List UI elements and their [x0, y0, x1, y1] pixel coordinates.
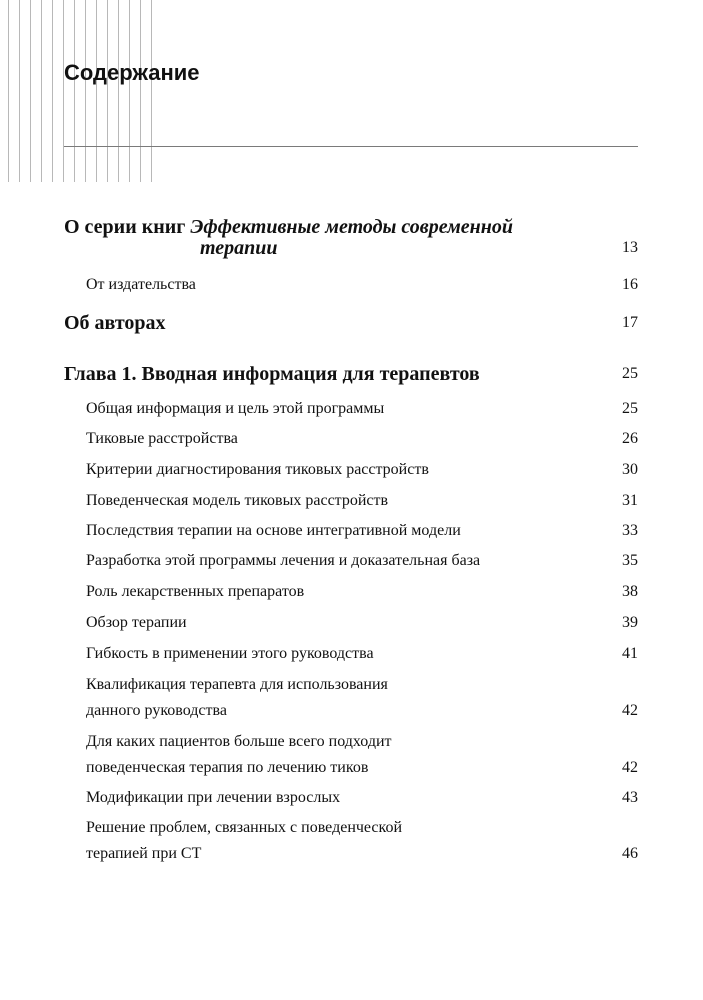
toc-page-number: 38 [622, 583, 638, 600]
toc-page-number: 42 [622, 702, 638, 719]
toc-entry[interactable] [64, 729, 638, 781]
toc-entry-title: Глава 1. Вводная информация для терапевтов [64, 363, 480, 385]
toc-page-number: 17 [622, 314, 638, 331]
toc-entry-title: Решение проблем, связанных с поведенческой [86, 819, 403, 836]
toc-entry-title: От издательства [86, 276, 196, 293]
toc-entry[interactable] [64, 488, 638, 514]
toc-page-number: 31 [622, 492, 638, 509]
toc-entry[interactable] [64, 396, 638, 422]
toc-entry[interactable] [64, 672, 638, 724]
toc-entry-title: Гибкость в применении этого руководства [86, 645, 374, 662]
toc-entry[interactable] [64, 610, 638, 636]
toc-page-number: 41 [622, 645, 638, 662]
toc-entry-title: Обзор терапии [86, 614, 187, 631]
toc-entry-title-italic: Эффективные методы современной [190, 216, 514, 238]
toc-entry-series[interactable] [64, 216, 638, 258]
toc-entry[interactable] [64, 518, 638, 544]
toc-entry-title: Критерии диагностирования тиковых расстройств [86, 461, 429, 478]
toc-entry-title: Об авторах [64, 312, 166, 334]
toc-entry[interactable] [64, 312, 638, 334]
toc-entry-title: Разработка этой программы лечения и доказательная база [86, 552, 481, 569]
toc-entry-title-cont: поведенческая терапия по лечению тиков [86, 759, 369, 776]
toc-page-number: 30 [622, 461, 638, 478]
toc-page-number: 25 [622, 365, 638, 382]
heading-rule [64, 146, 638, 147]
toc-page-number: 39 [622, 614, 638, 631]
toc-page-number: 16 [622, 276, 638, 293]
toc-entry-title-cont: данного руководства [86, 702, 227, 719]
toc-page-number: 26 [622, 430, 638, 447]
toc-entry-title: О серии книг [64, 216, 191, 238]
toc-entry[interactable] [64, 579, 638, 605]
toc-entry-title-cont: терапии [200, 237, 278, 259]
toc-entry-title: Тиковые расстройства [86, 430, 238, 447]
decorative-stripes [0, 0, 160, 182]
toc-entry[interactable] [64, 272, 638, 298]
toc-entry[interactable] [64, 785, 638, 811]
toc-entry-title: Роль лекарственных препаратов [86, 583, 305, 600]
toc-page-number: 43 [622, 789, 638, 806]
toc-entry[interactable] [64, 548, 638, 574]
toc-entry-chapter[interactable] [64, 363, 638, 385]
toc-entry-title: Модификации при лечении взрослых [86, 789, 341, 806]
toc-entry-title: Общая информация и цель этой программы [86, 400, 385, 417]
toc-entry[interactable] [64, 815, 638, 867]
toc-page-number: 13 [622, 239, 638, 256]
toc-page-number: 46 [622, 845, 638, 862]
toc-entry-title-cont: терапией при СТ [86, 845, 202, 862]
toc-entry-title: Последствия терапии на основе интегративной модели [86, 522, 461, 539]
page-title: Содержание [64, 60, 200, 85]
toc-page-number: 42 [622, 759, 638, 776]
toc-entry-title: Поведенческая модель тиковых расстройств [86, 492, 389, 509]
toc-entry[interactable] [64, 641, 638, 667]
toc-entry-title: Для каких пациентов больше всего подходит [86, 733, 392, 750]
toc-page-number: 35 [622, 552, 638, 569]
toc-page-number: 25 [622, 400, 638, 417]
toc-entry[interactable] [64, 457, 638, 483]
toc-page-number: 33 [622, 522, 638, 539]
toc-entry[interactable] [64, 426, 638, 452]
toc-entry-title: Квалификация терапевта для использования [86, 676, 388, 693]
